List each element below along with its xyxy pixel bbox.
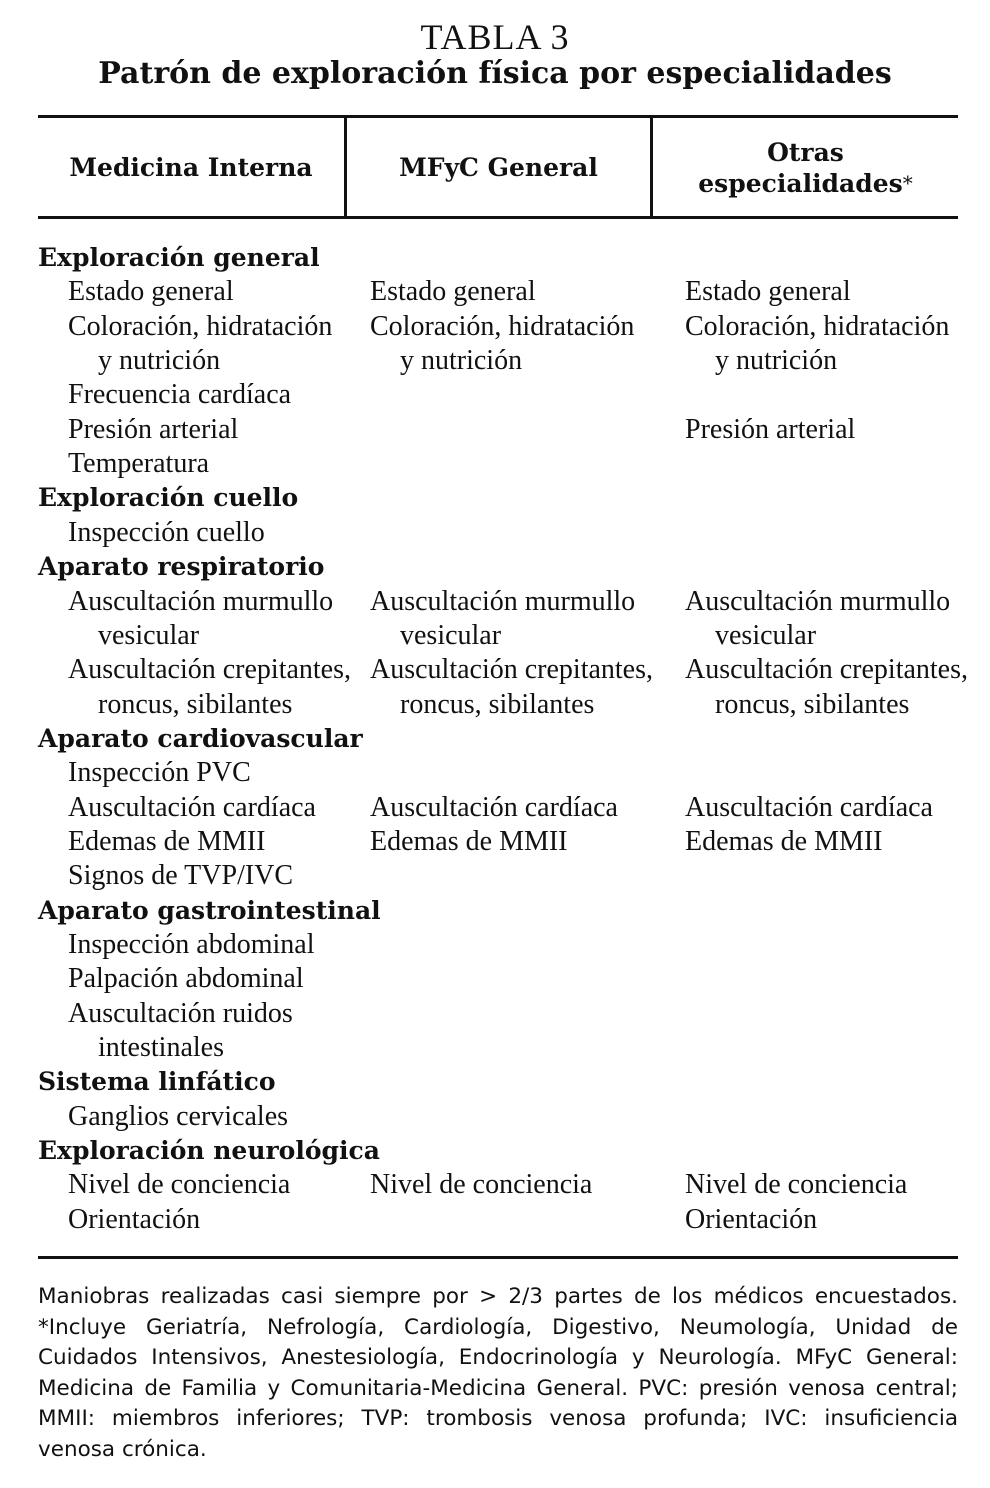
cell-col2: Auscultación crepitantes, [370, 654, 654, 686]
section-title-cuello: Exploración cuello [38, 483, 299, 513]
cell-col3: vesicular [715, 619, 817, 651]
table-row [0, 928, 990, 962]
table-row [0, 1168, 990, 1202]
cell-col2: Edemas de MMII [370, 825, 568, 857]
cell-col1: Inspección PVC [68, 757, 251, 789]
section-title-general: Exploración general [38, 243, 320, 272]
table-row [0, 688, 990, 722]
table-row [0, 1203, 990, 1237]
cell-col1: intestinales [98, 1032, 224, 1064]
cell-col1: y nutrición [98, 345, 221, 377]
cell-col2: Nivel de conciencia [370, 1169, 593, 1201]
cell-col1: Auscultación murmullo [68, 585, 334, 617]
cell-col1: Frecuencia cardíaca [68, 379, 292, 411]
cell-col1: Palpación abdominal [68, 963, 304, 995]
table-row [0, 310, 990, 344]
cell-col2: vesicular [400, 619, 502, 651]
cell-col1: roncus, sibilantes [98, 688, 293, 720]
table-row [0, 859, 990, 893]
cell-col3: Auscultación murmullo [685, 585, 951, 617]
section-title-cardiovascular: Aparato cardiovascular [38, 723, 363, 753]
table-row [0, 619, 990, 653]
cell-col3: Coloración, hidratación [685, 310, 950, 342]
header-col2-label: MFyC General [399, 153, 598, 182]
cell-col3: y nutrición [715, 345, 838, 377]
table-row [0, 1100, 990, 1134]
table-row [0, 791, 990, 825]
table-row [0, 275, 990, 309]
cell-col1: Inspección cuello [68, 516, 265, 548]
cell-col1: Nivel de conciencia [68, 1169, 291, 1201]
cell-col1: Coloración, hidratación [68, 310, 333, 342]
table-row [0, 378, 990, 412]
header-col3-line2-wrap [698, 168, 912, 199]
header-col3-text [698, 137, 912, 199]
section-title-neurologica: Exploración neurológica [38, 1136, 380, 1166]
cell-col3: Estado general [685, 276, 851, 308]
section-title-gastrointestinal: Aparato gastrointestinal [38, 895, 381, 925]
table-row [0, 756, 990, 790]
cell-col1: Auscultación crepitantes, [68, 654, 352, 686]
table-row [0, 413, 990, 447]
cell-col3: Orientación [685, 1203, 818, 1235]
bottom-rule [38, 1256, 958, 1259]
header-col3-line1: Otras [767, 137, 844, 167]
table-row [0, 997, 990, 1031]
table-title: Patrón de exploración física por especialidades [98, 56, 892, 91]
cell-col2: Auscultación murmullo [370, 585, 636, 617]
cell-col2: Estado general [370, 276, 536, 308]
cell-col1: Auscultación cardíaca [68, 791, 316, 823]
cell-col2: Coloración, hidratación [370, 310, 635, 342]
cell-col1: Orientación [68, 1203, 201, 1235]
section-title-linfatico: Sistema linfático [38, 1067, 276, 1097]
header-col3-footnote-mark: * [902, 170, 913, 195]
cell-col3: Edemas de MMII [685, 825, 883, 857]
table-title-label: TABLA 3 [420, 17, 570, 57]
footnote: Maniobras realizadas casi siempre por > 2/3 partes de los médicos encuestados. *Incluye Geriatría, Nefrología, Cardiología, Digestivo, Neumología, Unidad de Cuidados Intensivos, Anestesiología, Endocrinología y Neurología. MFyC General: Medicina de Familia y Comunitaria-Medicina General. PVC: presión venosa central; MMII: miembros inferiores; TVP: trombosis venosa profunda; IVC: insuficiencia venosa crónica. [38, 1284, 958, 1462]
table-row [0, 653, 990, 687]
header-col1-label: Medicina Interna [69, 153, 313, 182]
cell-col3: roncus, sibilantes [715, 688, 910, 720]
cell-col1: Inspección abdominal [68, 929, 315, 960]
cell-col3: Auscultación cardíaca [685, 791, 933, 823]
cell-col3: Presión arterial [685, 413, 856, 445]
header-col3-line2: especialidades [698, 168, 903, 198]
cell-col1: vesicular [98, 619, 200, 651]
cell-col2: roncus, sibilantes [400, 688, 595, 720]
cell-col1: Presión arterial [68, 413, 239, 445]
cell-col1: Temperatura [68, 448, 210, 480]
cell-col2: Auscultación cardíaca [370, 791, 618, 823]
header-medicina-interna [38, 116, 344, 219]
cell-col1: Edemas de MMII [68, 825, 266, 857]
table-row [0, 825, 990, 859]
table-row [0, 447, 990, 481]
table-row [0, 516, 990, 550]
table-row [0, 344, 990, 378]
cell-col1: Ganglios cervicales [68, 1100, 289, 1132]
cell-col2: y nutrición [400, 345, 523, 377]
cell-col1: Auscultación ruidos [68, 997, 293, 1029]
header-mfyc-general [347, 116, 650, 219]
table-row [0, 962, 990, 996]
table-row [0, 585, 990, 619]
header-otras-especialidades [653, 116, 958, 219]
table-row [0, 1031, 990, 1065]
cell-col3: Nivel de conciencia [685, 1169, 908, 1201]
section-title-respiratorio: Aparato respiratorio [38, 552, 325, 582]
cell-col3: Auscultación crepitantes, [685, 654, 969, 686]
cell-col1: Estado general [68, 276, 234, 308]
cell-col1: Signos de TVP/IVC [68, 860, 294, 892]
header-rule [38, 216, 958, 219]
